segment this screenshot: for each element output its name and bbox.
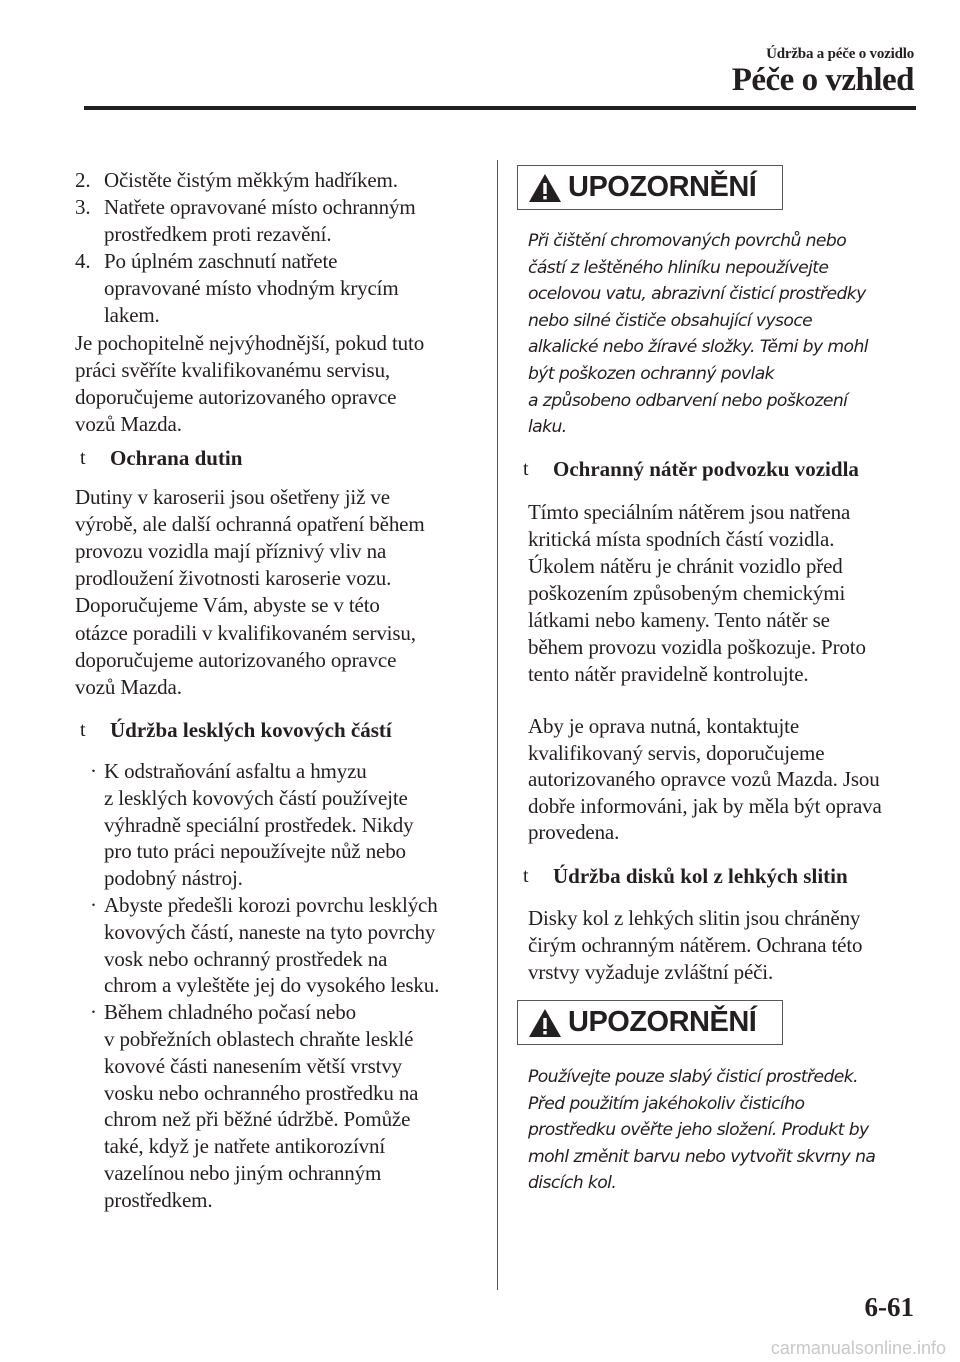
text-line: Aby je oprava nutná, kontaktujte [528, 714, 800, 738]
watermark: carmanualsonline.info [770, 1338, 946, 1358]
text-line: také, když je natřete antikorozívní [104, 1134, 386, 1159]
text-line: Je pochopitelně nejvýhodnější, pokud tuto [75, 331, 425, 355]
text-line: kovové části nanesením větší vrstvy [104, 1053, 403, 1078]
text-line: K odstraňování asfaltu a hmyzu [104, 759, 367, 783]
warning-icon [528, 173, 562, 203]
text-line: Před použitím jakéhokoliv čisticího [528, 1093, 805, 1114]
text-line: mohl změnit barvu nebo vytvořit skvrny na [528, 1146, 876, 1167]
text-line: otázce poradili v kvalifikovaném servisu, [75, 620, 416, 645]
text-line: Po úplném zaschnutí natřete [104, 249, 338, 273]
text-line: dobře informováni, jak by měla být oprava [528, 793, 882, 818]
text-line: a způsobeno odbarvení nebo poškození [528, 390, 848, 411]
text-line: Při čištění chromovaných povrchů nebo [528, 231, 847, 251]
text-line: alkalické nebo žíravé složky. Těmi by mohl [528, 337, 868, 358]
section-heading [523, 457, 859, 481]
text-line: Během chladného počasí nebo [104, 1000, 356, 1025]
heading-title: Ochranný nátěr podvozku vozidla [553, 457, 859, 481]
text-line: vosku nebo ochranného prostředku na [104, 1080, 419, 1105]
text-line: chrom a vyleštěte jej do vysokého lesku. [104, 973, 440, 998]
bullet-mark: · [90, 759, 97, 783]
text-line: Dutiny v karoserii jsou ošetřeny již ve [75, 485, 390, 509]
text-line: podobný nástroj. [104, 866, 243, 891]
step-number: 2. [75, 168, 91, 192]
warning-box [517, 165, 783, 210]
section-heading [523, 864, 848, 888]
text-line: poškozením způsobeným chemickými [528, 581, 846, 605]
bullet-mark: · [90, 1000, 97, 1025]
section-heading [80, 446, 243, 470]
heading-title: Ochrana dutin [110, 446, 243, 470]
text-line: tento nátěr pravidelně kontrolujte. [528, 662, 809, 686]
text-line: z lesklých kovových částí používejte [104, 785, 408, 810]
text-line: Natřete opravované místo ochranným [104, 195, 416, 219]
heading-marker-icon: t [80, 719, 86, 741]
text-line: vosk nebo ochranný prostředek na [104, 946, 388, 971]
step-number: 4. [75, 249, 91, 273]
heading-marker-icon: t [80, 447, 86, 469]
text-line: Úkolem nátěru je chránit vozidlo před [528, 554, 843, 578]
text-line: kvalifikovaný servis, doporučujeme [528, 740, 825, 765]
text-line: práci svěříte kvalifikovanému servisu, [75, 358, 391, 382]
text-line: opravované místo vhodným krycím [104, 276, 399, 300]
text-line: laku. [528, 417, 567, 438]
text-line: provedena. [528, 820, 620, 845]
page-title: Péče o vzhled [731, 62, 914, 98]
text-line: prostředkem proti rezavění. [104, 222, 332, 246]
page-number: 6-61 [864, 1292, 914, 1322]
column-divider [497, 160, 498, 1290]
text-line: Abyste předešli korozi povrchu lesklých [104, 893, 438, 917]
text-line: doporučujeme autorizovaného opravce [75, 647, 397, 672]
text-line: výhradně speciální prostředek. Nikdy [104, 812, 414, 837]
warning-icon [528, 1008, 562, 1038]
text-line: kovových částí, naneste na tyto povrchy [104, 919, 436, 944]
text-line: discích kol. [528, 1173, 617, 1194]
text-line: lakem. [104, 303, 160, 327]
heading-title: Údržba disků kol z lehkých slitin [553, 864, 848, 888]
text-line: nebo silné čističe obsahující vysoce [528, 310, 813, 331]
text-line: prostředkem. [104, 1187, 213, 1212]
text-line: vozů Mazda. [75, 412, 182, 436]
text-line: ocelovou vatu, abrazivní čisticí prostředky [528, 284, 866, 305]
section-heading [80, 718, 392, 742]
text-line: Disky kol z lehkých slitin jsou chráněny [528, 906, 861, 930]
warning-label: UPOZORNĚNÍ [568, 1006, 757, 1038]
header-rule [84, 106, 916, 110]
text-line: provozu vozidla mají příznivý vliv na [75, 539, 387, 564]
bullet-mark: · [90, 893, 97, 917]
text-line: autorizovaného opravce vozů Mazda. Jsou [528, 767, 880, 792]
text-line: Tímto speciálním nátěrem jsou natřena [528, 500, 851, 524]
warning-label: UPOZORNĚNÍ [568, 171, 757, 203]
text-line: pro tuto práci nepoužívejte nůž nebo [104, 839, 406, 864]
text-line: látkami nebo kameny. Tento nátěr se [528, 608, 830, 632]
text-line: částí z leštěného hliníku nepoužívejte [528, 257, 829, 278]
step-number: 3. [75, 195, 91, 219]
header-section: Údržba a péče o vozidlo [766, 46, 914, 62]
text-line: kritická místa spodních částí vozidla. [528, 527, 835, 551]
heading-marker-icon: t [523, 458, 529, 480]
text-line: prostředku ověřte jeho složení. Produkt by [528, 1120, 869, 1141]
text-line: vozů Mazda. [75, 674, 182, 699]
text-line: prodloužení životnosti karoserie vozu. [75, 566, 392, 591]
text-line: chrom než při běžné údržbě. Pomůže [104, 1107, 411, 1132]
text-line: čirým ochranným nátěrem. Ochrana této [528, 933, 863, 957]
text-line: Doporučujeme Vám, abyste se v této [75, 593, 380, 618]
text-line: Používejte pouze slabý čisticí prostředek. [528, 1067, 858, 1087]
text-line: výrobě, ale další ochranná opatření během [75, 512, 425, 537]
heading-title: Údržba lesklých kovových částí [110, 718, 392, 742]
text-line: vrstvy vyžaduje zvláštní péči. [528, 960, 774, 984]
text-line: vazelínou nebo jiným ochranným [104, 1161, 382, 1185]
warning-box [517, 1000, 783, 1045]
text-line: doporučujeme autorizovaného opravce [75, 385, 397, 409]
text-line: během provozu vozidla poškozuje. Proto [528, 635, 866, 659]
text-line: Očistěte čistým měkkým hadříkem. [104, 168, 398, 192]
heading-marker-icon: t [523, 865, 529, 887]
text-line: v pobřežních oblastech chraňte lesklé [104, 1027, 414, 1051]
text-line: být poškozen ochranný povlak [528, 364, 775, 384]
